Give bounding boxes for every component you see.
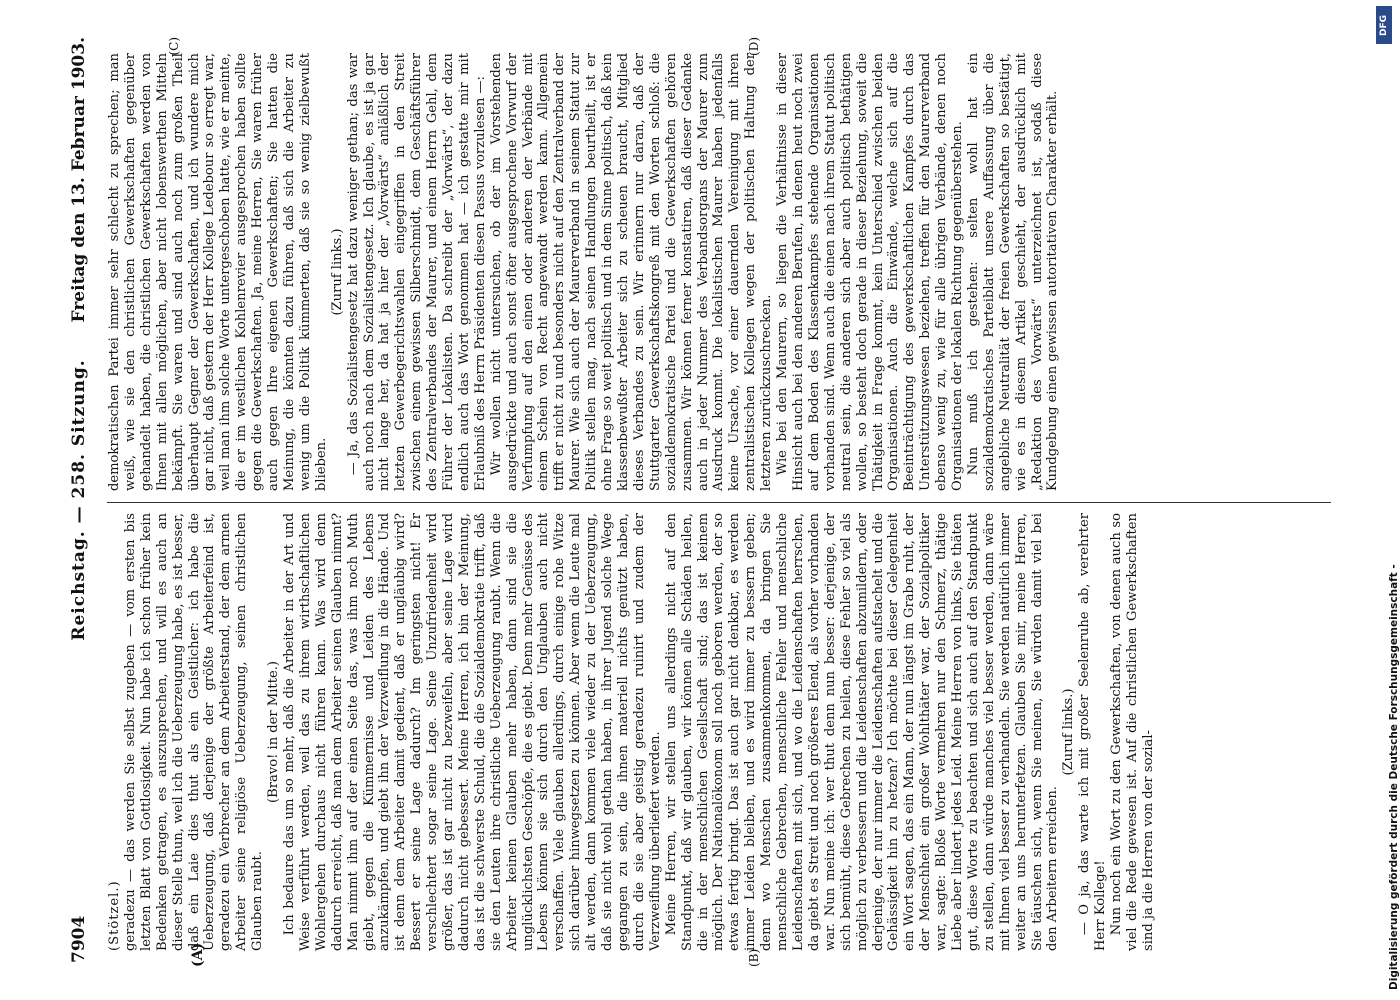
dfg-logo-icon: DFG (1376, 6, 1392, 44)
digitization-credit: Digitalisierung gefördert durch die Deutsche Forschungsgemeinschaft - (1388, 564, 1400, 990)
quoted-paragraph: Wir wollen nicht untersuchen, ob der im Vorstehenden ausgedrückte und auch sonst öfter ausgesprochene Vorwurf der Verfumpfung auf den einen oder anderen der Verbände mit einem Schein von Recht angewandt werden kann. Allgemein trifft er nicht zu und besonders nicht auf den Zentralverband der Maurer. Wie sich auch der Maurerverband in seinem Statut zur Politik stellen mag, nach seinen Handlungen beurtheilt, ist er ohne Frage so weit politisch und in dem Sinne politisch, daß kein klassenbewußter Arbeiter sich zu scheuen braucht, Mitglied dieses Verbandes zu sein. Wir erinnern nur daran, daß der Stuttgarter Gewerkschaftskongreß mit den Worten schloß: die sozialdemokratische Partei und die Gewerkschaften gehören zusammen. Wir können ferner konstatiren, daß dieser Gedanke auch in jeder Nummer des Verbandsorgans der Maurer zum Ausdruck kommt. Die lokalistischen Maurer haben jedenfalls keine Ursache, vor einer dauernden Vereinigung mit ihren zentralistischen Kollegen wegen der politischen Haltung der letzteren zurückzuschrecken. (488, 53, 775, 491)
interjection: (Bravo! in der Mitte.) (266, 661, 282, 803)
margin-mark-c: (C) (167, 37, 181, 56)
speaker-name: (Stötzel.) (107, 880, 122, 951)
paragraph: Meine Herren, wir stellen uns allerdings nicht auf den Standpunkt, daß wir glauben, wir können alle Schäden heilen, die in der menschlichen Gesellschaft sind; das ist keinem möglich. Der Nationalökonom soll noch geboren werden, der so etwas fertig bringt. Das ist auch gar nicht denkbar, es werden immer Leiden bleiben, und es wird immer zu bessern geben; denn wo Menschen zusammenkommen, da bringen Sie menschliche Gebrechen, menschliche Fehler und menschliche Leidenschaften mit sich, und wo die Leidenschaften herrschen, da giebt es Streit und noch größeres Elend, als vorher vorhanden war. Nun meine ich: wer thut denn nun besser: derjenige, der sich bemüht, diese Gebrechen zu heilen, diese Fehler so viel als möglich zu verbessern und die Leidenschaften abzumildern, oder derjenige, der nur immer die Leidenschaften aufstachelt und die Gehässigkeit hin zu hetzen? Ich möchte bei dieser Gelegenheit ein Wort sagen, das ein Mann, der nun längst im Grabe ruht, der der Menschheit ein großer Wohlthäter war, der Sozialpolitiker war, sagte: Bloße Worte vermehren nur den Schmerz, thätige Liebe aber lindert jedes Leid. Meine Herren von links, Sie thäten gut, diese Worte zu beachten und sich auch auf den Standpunkt zu stellen, dann würde manches viel besser werden, dann wäre mit Ihnen viel besser zu verhandeln. Sie werden natürlich immer weiter an uns herunterfetzen. Glauben Sie mir, meine Herren, Sie täuschen sich, wenn Sie meinen, Sie würden damit viel bei den Arbeitern erreichen. (663, 513, 1061, 951)
interjection: (Zuruf links.) (329, 228, 345, 316)
left-column (107, 513, 1339, 967)
page-header (63, 35, 99, 965)
paragraph: — O ja, das warte ich mit großer Seelenruhe ab, verehrter Herr Kollege! (1077, 513, 1109, 951)
margin-mark-b: (B) (747, 948, 761, 967)
paragraph: Nun noch ein Wort zu den Gewerkschaften, von denen auch so viel die Rede gewesen ist. Auf die christlichen Gewerkschaften sind ja die Herren von der sozial- (1109, 513, 1156, 951)
running-title: Reichstag. — 258. Sitzung. (69, 359, 89, 641)
session-date: Freitag den 13. Februar 1903. (69, 37, 89, 323)
paragraph: Nun muß ich gestehen: selten wohl hat ein sozialdemokratisches Parteiblatt unsere Auffassung über die angebliche Neutralität der freien Gewerkschaften so bestätigt, wie es in diesem Artikel geschieht, der ausdrücklich mit „Redaktion des Vorwärts“ unterzeichnet ist, sodaß diese Kundgebung einen gewissen autoritativen Charakter erhält. (965, 53, 1061, 491)
paragraph: Ich bedaure das um so mehr, daß die Arbeiter in der Art und Weise verführt werden, weil das zu ihrem wirthschaftlichen Wohlergehen durchaus nicht führen kann. Was wird denn dadurch erreicht, daß man dem Arbeiter seinen Glauben nimmt? Man nimmt ihm auf der einen Seite das, was ihm noch Muth giebt, gegen die Kümmernisse und Leiden des Lebens anzukämpfen, und giebt ihn der Verzweiflung in die Hände. Und ist denn dem Arbeiter damit gedient, daß er ungläubig wird? Bessert er seine Lage dadurch? Im geringsten nicht! Er verschlechtert sogar seine Lage. Seine Unzufriedenheit wird größer, das ist gar nicht zu bezweifeln, aber seine Lage wird dadurch nicht gebessert. Meine Herren, ich bin der Meinung, das ist die schwerste Schuld, die die Sozialdemokratie trifft, daß sie den Leuten ihre christliche Ueberzeugung raubt. Wenn die Arbeiter keinen Glauben mehr haben, dann sind sie die unglücklichsten Geschöpfe, die es giebt. Denn mehr Genüsse des Lebens können sie sich durch den Unglauben auch nicht verschaffen. Viele glauben allerdings, durch einige rohe Witze sich darüber hinwegsetzen zu können. Aber wenn die Leute mal alt werden, dann kommen viele wieder zu der Ueberzeugung, daß sie nicht wohl gethan haben, in ihrer Jugend solche Wege gegangen zu sein, die ihnen materiell nichts genützt haben, durch die sie aber geistig geradezu ruinirt und zudem der Verzweiflung überliefert werden. (281, 513, 663, 951)
paragraph: geradezu — das werden Sie selbst zugeben — vom ersten bis letzten Blatt von Gottlosigkeit. Nun habe ich schon früher kein Bedenken getragen, es auszusprechen, und will es auch an dieser Stelle thun, weil ich die Ueberzeugung habe, es ist besser, daß ein Laie dies thut als ein Geistlicher: ich habe die Ueberzeugung, daß derjenige der größte Arbeiterfeind ist, geradezu ein Verbrecher an dem Arbeiterstand, der dem armen Arbeiter seine religiöse Ueberzeugung, seinen christlichen Glauben raubt. (122, 513, 266, 951)
paragraph: demokratischen Partei immer sehr schlecht zu sprechen; man weiß, wie sie den christlichen Gewerkschaften gegenüber gehandelt haben, die christlichen Gewerkschaften werden von Ihnen mit allen möglichen, aber nicht lobenswerthen Mitteln bekämpft. Sie waren und sind auch noch zum großen Theil überhaupt Gegner der Gewerkschaften, und ich wundere mich gar nicht, daß gestern der Herr Kollege Ledebour so erregt war, weil man ihm solche Worte untergeschoben hatte, wie er meinte, die er im westlichen Kohlenrevier ausgesprochen haben sollte gegen die Gewerkschaften. Ja, meine Herren, Sie waren früher auch gegen Ihre eigenen Gewerkschaften; Sie hatten die Meinung, die könnten dazu führen, daß sich die Arbeiter zu wenig um die Politik kümmerten, daß sie so wenig zielbewußt blieben. (107, 53, 329, 491)
column-divider (107, 502, 1331, 503)
rotated-page (55, 35, 1345, 965)
margin-mark-a: (A) (190, 942, 206, 967)
interjection: (Zuruf links.) (1061, 688, 1077, 776)
margin-mark-d: (D) (747, 37, 761, 56)
page-number: 7904 (69, 915, 89, 963)
right-column (107, 37, 1339, 491)
paragraph: — Ja, das Sozialistengesetz hat dazu weniger gethan; das war auch noch nach dem Sozialistengesetz. Ich glaube, es ist ja gar nicht lange her, da hat ja hier der „Vorwärts“ anläßlich der letzten Gewerbegerichtswahlen eingegriffen in den Streit zwischen einem gewissen Silberschmidt, dem Geschäftsführer des Zentralverbandes der Maurer, und einem Herrn Gehl, dem Führer der Lokalisten. Da schreibt der „Vorwärts“, der dazu endlich auch das Wort genommen hat — ich gestatte mir mit Erlaubniß des Herrn Präsidenten diesen Passus vorzulesen —: (345, 53, 488, 491)
quoted-paragraph: Wie bei den Maurern, so liegen die Verhältnisse in dieser Hinsicht auch bei den anderen Berufen, in denen heut noch zwei auf dem Boden des Klassenkampfes stehende Organisationen vorhanden sind. Wenn auch die einen nach ihrem Statut politisch neutral sein, die anderen sich aber auch politisch bethätigen wollen, so besteht doch gerade in dieser Beziehung, soweit die Thätigkeit in Frage kommt, kein Unterschied zwischen beiden Organisationen. Auch die Einwände, welche sich auf die Beeinträchtigung des gewerkschaftlichen Kampfes durch das Unterstützungswesen beziehen, treffen für den Maurerverband ebenso wenig zu, wie für alle übrigen Verbände, denen noch Organisationen der lokalen Richtung gegenüberstehen. (775, 53, 966, 491)
